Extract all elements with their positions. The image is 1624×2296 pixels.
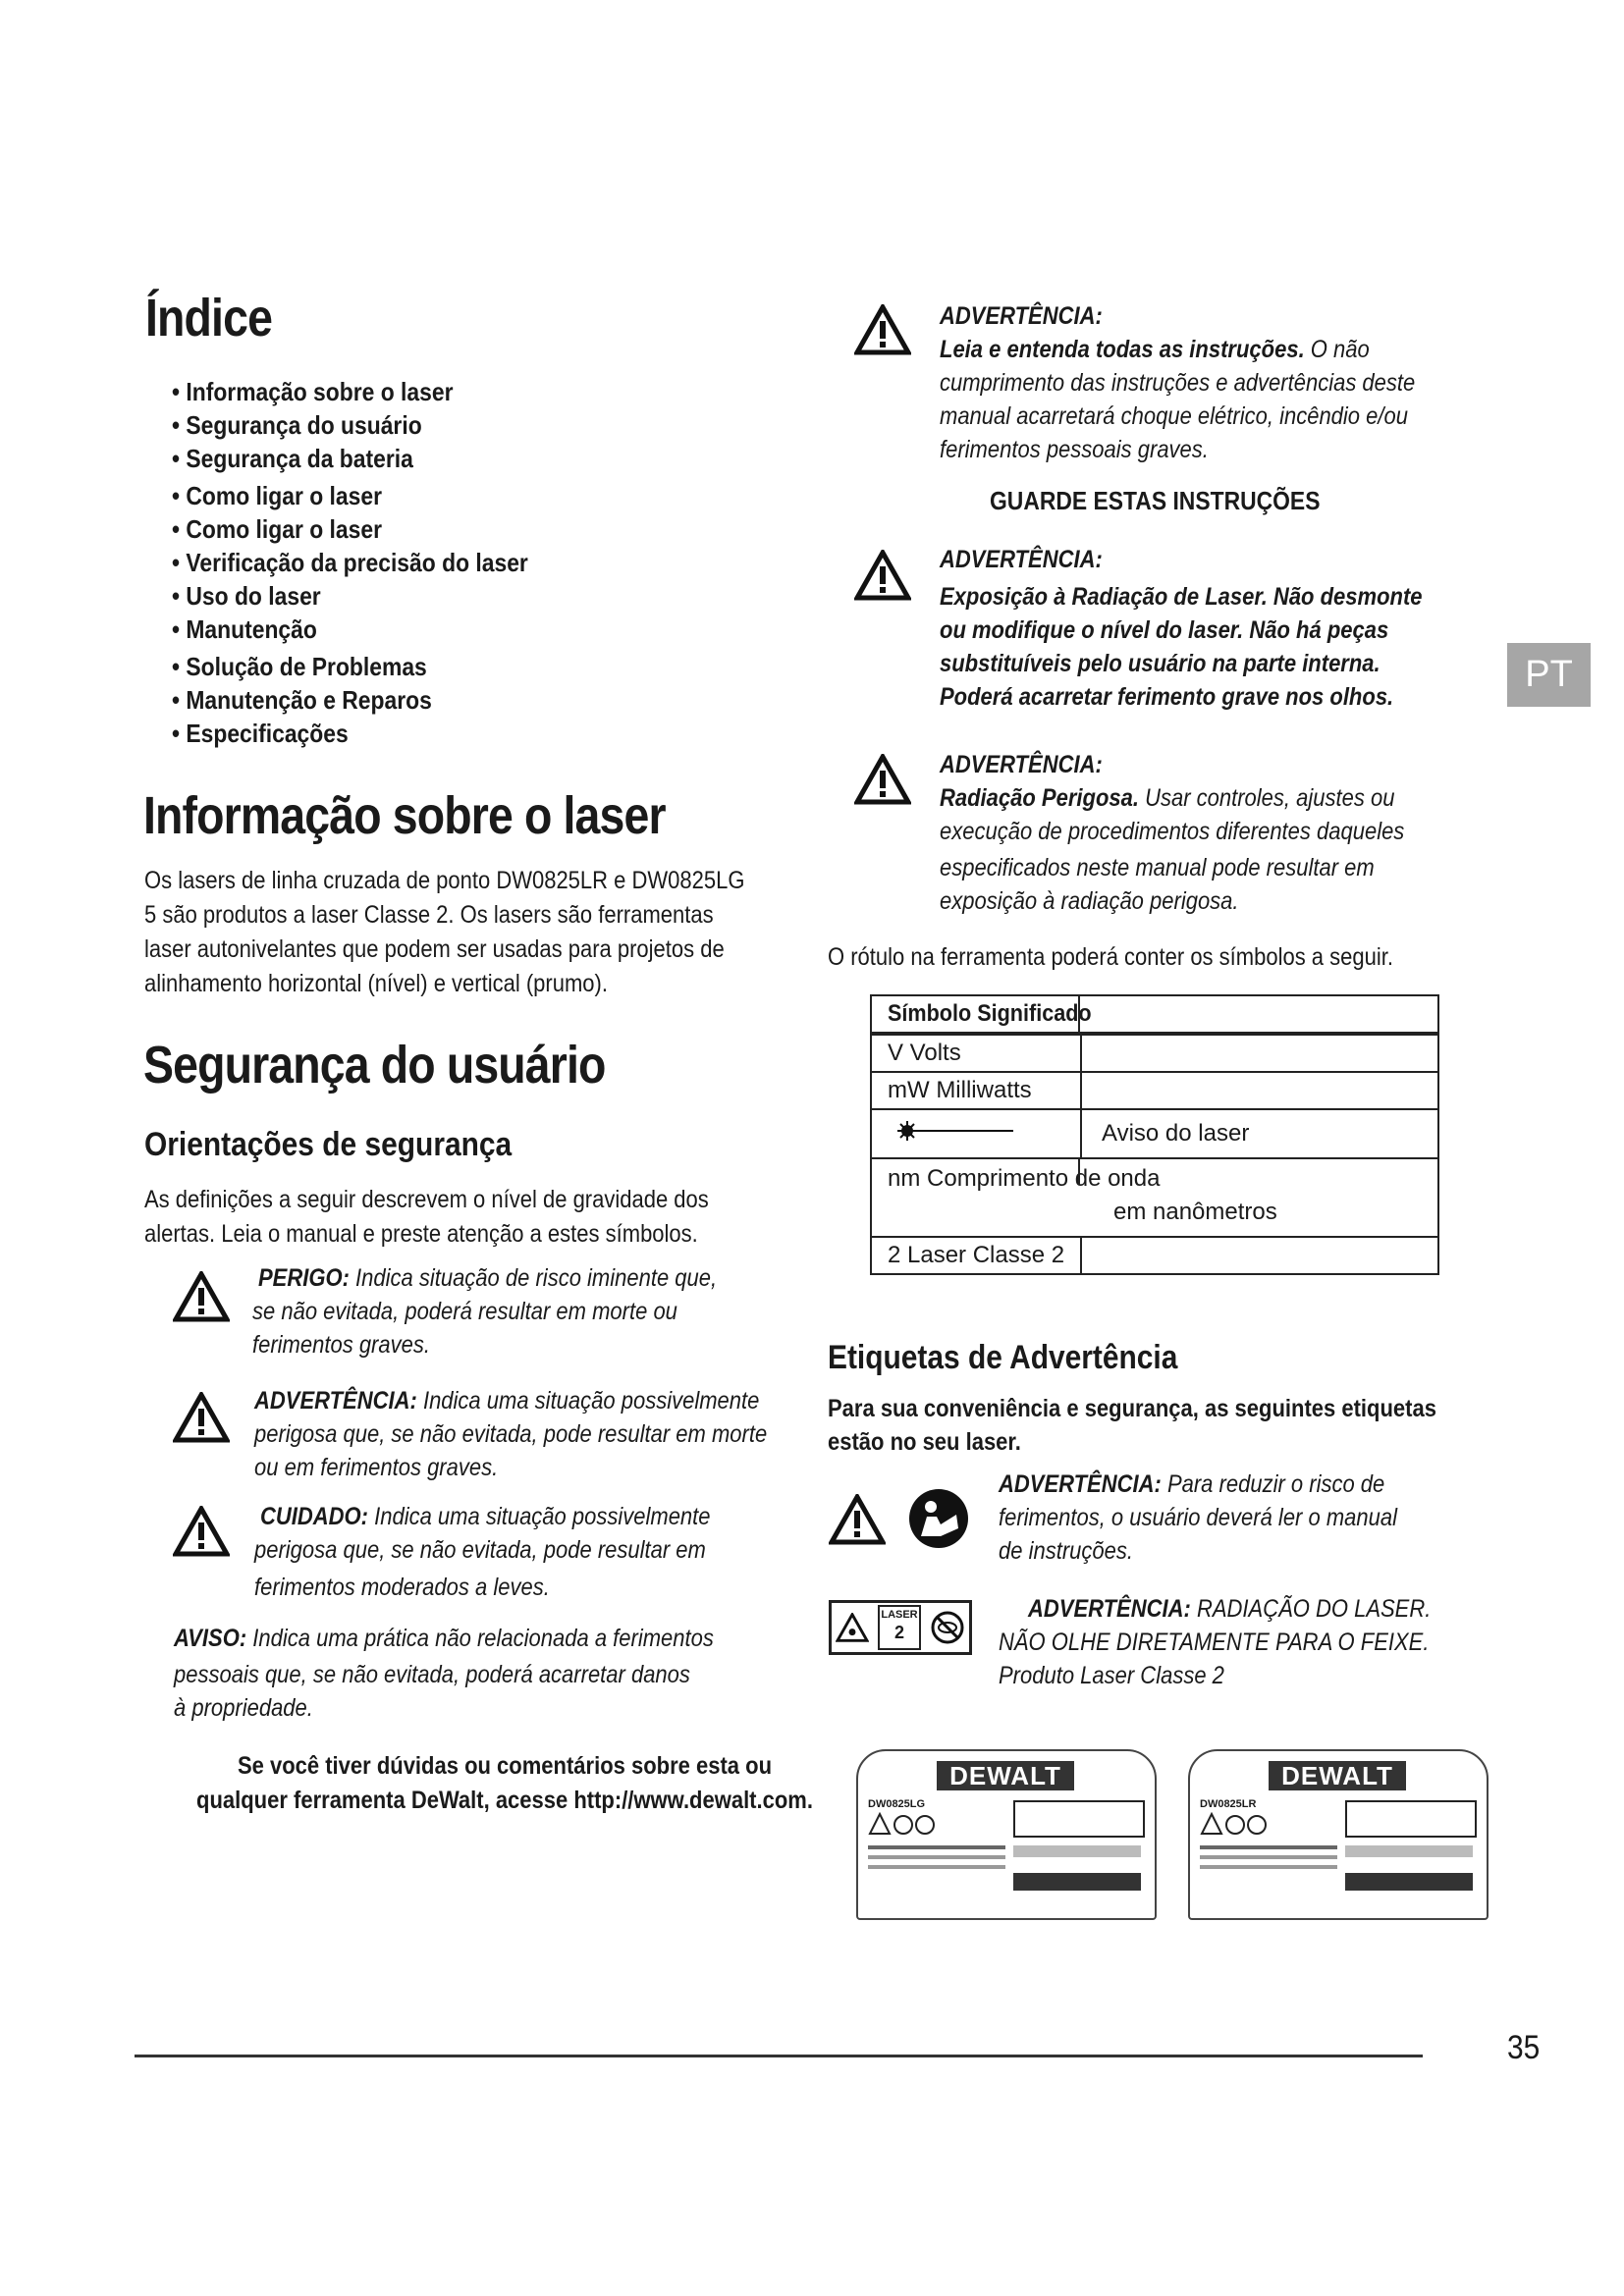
warning-label: ADVERTÊNCIA: — [940, 302, 1103, 330]
warning-label: ADVERTÊNCIA: — [999, 1470, 1162, 1498]
text-line: perigosa que, se não evitada, pode resultar em morte — [254, 1420, 768, 1448]
symbol-cell — [871, 1109, 1081, 1158]
labels-intro — [828, 1392, 1519, 1459]
meaning-cell: Aviso do laser — [1081, 1109, 1438, 1158]
text-line: Poderá acarretar ferimento grave nos olhos. — [940, 683, 1394, 711]
fine-print — [1200, 1855, 1337, 1859]
label-read-manual-text — [999, 1468, 1451, 1568]
warning-laser-exposure — [940, 543, 1489, 714]
text-line: Produto Laser Classe 2 — [999, 1662, 1224, 1689]
model-number: DW0825LR — [1200, 1798, 1257, 1810]
laser-class-box — [878, 1605, 921, 1650]
text-line: NÃO OLHE DIRETAMENTE PARA O FEIXE. — [999, 1629, 1430, 1656]
badge-number: 2 — [893, 1623, 904, 1642]
warning-triangle-icon — [854, 754, 911, 805]
warning-triangle-icon — [173, 1506, 230, 1557]
warning-bold-text: Leia e entenda todas as instruções. — [940, 336, 1305, 363]
index-item[interactable]: • Uso do laser — [172, 579, 528, 613]
warning-triangle-icon — [854, 304, 911, 355]
laser-beam-icon — [888, 1121, 1015, 1141]
language-tab: PT — [1507, 643, 1591, 707]
warning-triangle-icon — [829, 1494, 886, 1545]
text-line: de instruções. — [999, 1537, 1133, 1565]
index-item[interactable]: • Verificação da precisão do laser — [172, 546, 528, 579]
text-line: Usar controles, ajustes ou — [1138, 784, 1395, 812]
text-line: execução de procedimentos diferentes daqueles — [940, 818, 1405, 845]
safety-intro — [144, 1183, 785, 1252]
product-label-card — [856, 1749, 1157, 1920]
text-line: qualquer ferramenta DeWalt, acesse http://www.dewalt.com. — [196, 1787, 813, 1814]
text-line: Para reduzir o risco de — [1161, 1470, 1385, 1498]
barcode-bar — [1345, 1873, 1473, 1891]
text-line: Para sua conveniência e segurança, as seguintes etiquetas — [828, 1395, 1436, 1422]
text-line: estão no seu laser. — [828, 1428, 1021, 1456]
safety-icons — [1200, 1812, 1269, 1838]
text-line: 5 são produtos a laser Classe 2. Os lasers são ferramentas — [144, 901, 714, 929]
label-laser-radiation-text — [999, 1592, 1488, 1692]
text-line: ferimentos moderados a leves. — [254, 1574, 550, 1601]
text-line: pessoais que, se não evitada, poderá acarretar danos — [174, 1661, 690, 1688]
laser-info-title: Informação sobre o laser — [143, 786, 666, 845]
text-line: se não evitada, poderá resultar em morte ou — [252, 1298, 677, 1325]
warning-read-instructions — [940, 299, 1480, 466]
aviso-definition — [174, 1622, 787, 1725]
text-line: exposição à radiação perigosa. — [940, 887, 1239, 915]
table-header-row — [871, 995, 1438, 1034]
text-line: alinhamento horizontal (nível) e vertical (prumo). — [144, 970, 608, 997]
cuidado-label: CUIDADO: — [260, 1503, 368, 1530]
table-row — [871, 1072, 1438, 1109]
text-line: alertas. Leia o manual e preste atenção a estes símbolos. — [144, 1220, 698, 1248]
advertencia-definition — [254, 1384, 837, 1484]
index-item[interactable]: • Especificações — [172, 717, 528, 750]
warning-triangle-icon — [173, 1392, 230, 1443]
table-row — [871, 1158, 1438, 1237]
index-item[interactable]: • Como ligar o laser — [172, 479, 528, 512]
text-line: RADIAÇÃO DO LASER. — [1190, 1595, 1432, 1623]
keep-instructions: GUARDE ESTAS INSTRUÇÕES — [990, 486, 1321, 515]
read-manual-icon — [907, 1487, 970, 1550]
warning-triangle-icon — [836, 1613, 869, 1642]
text-line: Indica uma prática não relacionada a ferimentos — [246, 1625, 714, 1652]
index-item[interactable]: • Segurança da bateria — [172, 442, 528, 475]
table-row — [871, 1109, 1438, 1158]
index-item[interactable]: • Manutenção — [172, 613, 528, 646]
no-eye-icon — [930, 1610, 965, 1645]
table-header: Símbolo Significado — [871, 995, 1438, 1034]
warning-triangle-icon — [173, 1271, 230, 1322]
text-line: Indica situação de risco iminente que, — [349, 1264, 718, 1292]
index-item[interactable]: • Como ligar o laser — [172, 512, 528, 546]
text-line: laser autonivelantes que podem ser usadas para projetos de — [144, 935, 725, 963]
index-item[interactable]: • Segurança do usuário — [172, 408, 528, 442]
text-line: Indica uma situação possivelmente — [416, 1387, 760, 1415]
model-number: DW0825LG — [868, 1798, 926, 1810]
text-line: ou em ferimentos graves. — [254, 1454, 499, 1481]
cuidado-definition — [254, 1500, 772, 1604]
safety-guidelines-subtitle: Orientações de segurança — [144, 1126, 513, 1163]
text-line: ferimentos, o usuário deverá ler o manual — [999, 1504, 1397, 1531]
text-line: Exposição à Radiação de Laser. Não desmonte — [940, 583, 1423, 611]
index-item[interactable]: • Manutenção e Reparos — [172, 683, 528, 717]
symbol-cell: nm Comprimento de onda em nanômetros — [871, 1158, 1438, 1237]
text-line: ferimentos graves. — [252, 1331, 430, 1359]
index-title: Índice — [145, 289, 273, 347]
dewalt-logo: DEWALT — [1269, 1761, 1406, 1790]
fine-print — [1345, 1845, 1473, 1857]
dewalt-logo: DEWALT — [937, 1761, 1074, 1790]
text-line: perigosa que, se não evitada, pode resultar em — [254, 1536, 706, 1564]
text-line: substituíveis pelo usuário na parte interna. — [940, 650, 1380, 677]
meaning-cell — [1081, 1034, 1438, 1072]
text-line: Os lasers de linha cruzada de ponto DW0825LR e DW0825LG — [144, 867, 745, 894]
laser-warning-mini — [1345, 1800, 1477, 1838]
symbol-cell: mW Milliwatts — [871, 1072, 1081, 1109]
warning-triangle-icon — [854, 550, 911, 601]
text-line: manual acarretará choque elétrico, incêndio e/ou — [940, 402, 1408, 430]
text-line: Indica uma situação possivelmente — [368, 1503, 711, 1530]
footer-rule — [135, 2055, 1423, 2057]
text-line: Se você tiver dúvidas ou comentários sobre esta ou — [237, 1752, 773, 1780]
warning-label: ADVERTÊNCIA: — [940, 751, 1103, 778]
text-line: especificados neste manual pode resultar em — [940, 854, 1375, 881]
text-line: O não — [1304, 336, 1370, 363]
user-safety-title: Segurança do usuário — [143, 1036, 606, 1095]
meaning-cell — [1081, 1072, 1438, 1109]
warning-label: ADVERTÊNCIA: — [1028, 1595, 1191, 1623]
text-line: As definições a seguir descrevem o nível de gravidade dos — [144, 1186, 709, 1213]
contact-note — [151, 1749, 858, 1818]
labels-title: Etiquetas de Advertência — [828, 1339, 1178, 1376]
fine-print — [1013, 1845, 1141, 1857]
index-list — [172, 375, 576, 750]
text-line: cumprimento das instruções e advertências deste — [940, 369, 1416, 397]
safety-icons — [868, 1812, 937, 1838]
text-line: ou modifique o nível do laser. Não há peças — [940, 616, 1389, 644]
table-row — [871, 1034, 1438, 1072]
index-item[interactable]: • Solução de Problemas — [172, 650, 528, 683]
perigo-label: PERIGO: — [258, 1264, 350, 1292]
barcode-bar — [1013, 1873, 1141, 1891]
table-row — [871, 1237, 1438, 1274]
symbol-cell: 2 Laser Classe 2 — [871, 1237, 1081, 1274]
fine-print — [1200, 1865, 1337, 1869]
fine-print — [868, 1845, 1005, 1849]
text-line: à propriedade. — [174, 1694, 313, 1722]
advertencia-label: ADVERTÊNCIA: — [254, 1387, 417, 1415]
index-item[interactable]: • Informação sobre o laser — [172, 375, 528, 408]
page-number: 35 — [1507, 2029, 1541, 2066]
badge-text: LASER — [881, 1609, 918, 1621]
symbols-intro: O rótulo na ferramenta poderá conter os símbolos a seguir. — [828, 943, 1393, 971]
perigo-definition — [252, 1261, 780, 1362]
laser-warning-mini — [1013, 1800, 1145, 1838]
fine-print — [868, 1865, 1005, 1869]
text-line: ferimentos pessoais graves. — [940, 436, 1209, 463]
laser-class-badge — [829, 1600, 972, 1655]
product-label-card — [1188, 1749, 1489, 1920]
fine-print — [1200, 1845, 1337, 1849]
meaning-cell — [1081, 1237, 1438, 1274]
warning-bold-text: Radiação Perigosa. — [940, 784, 1139, 812]
warning-label: ADVERTÊNCIA: — [940, 546, 1103, 573]
aviso-label: AVISO: — [174, 1625, 247, 1652]
meaning-cell: em nanômetros — [1113, 1199, 1277, 1225]
laser-info-body — [144, 864, 827, 1001]
fine-print — [868, 1855, 1005, 1859]
symbol-table — [870, 994, 1439, 1275]
warning-hazardous-radiation — [940, 748, 1468, 918]
symbol-cell: V Volts — [871, 1034, 1081, 1072]
